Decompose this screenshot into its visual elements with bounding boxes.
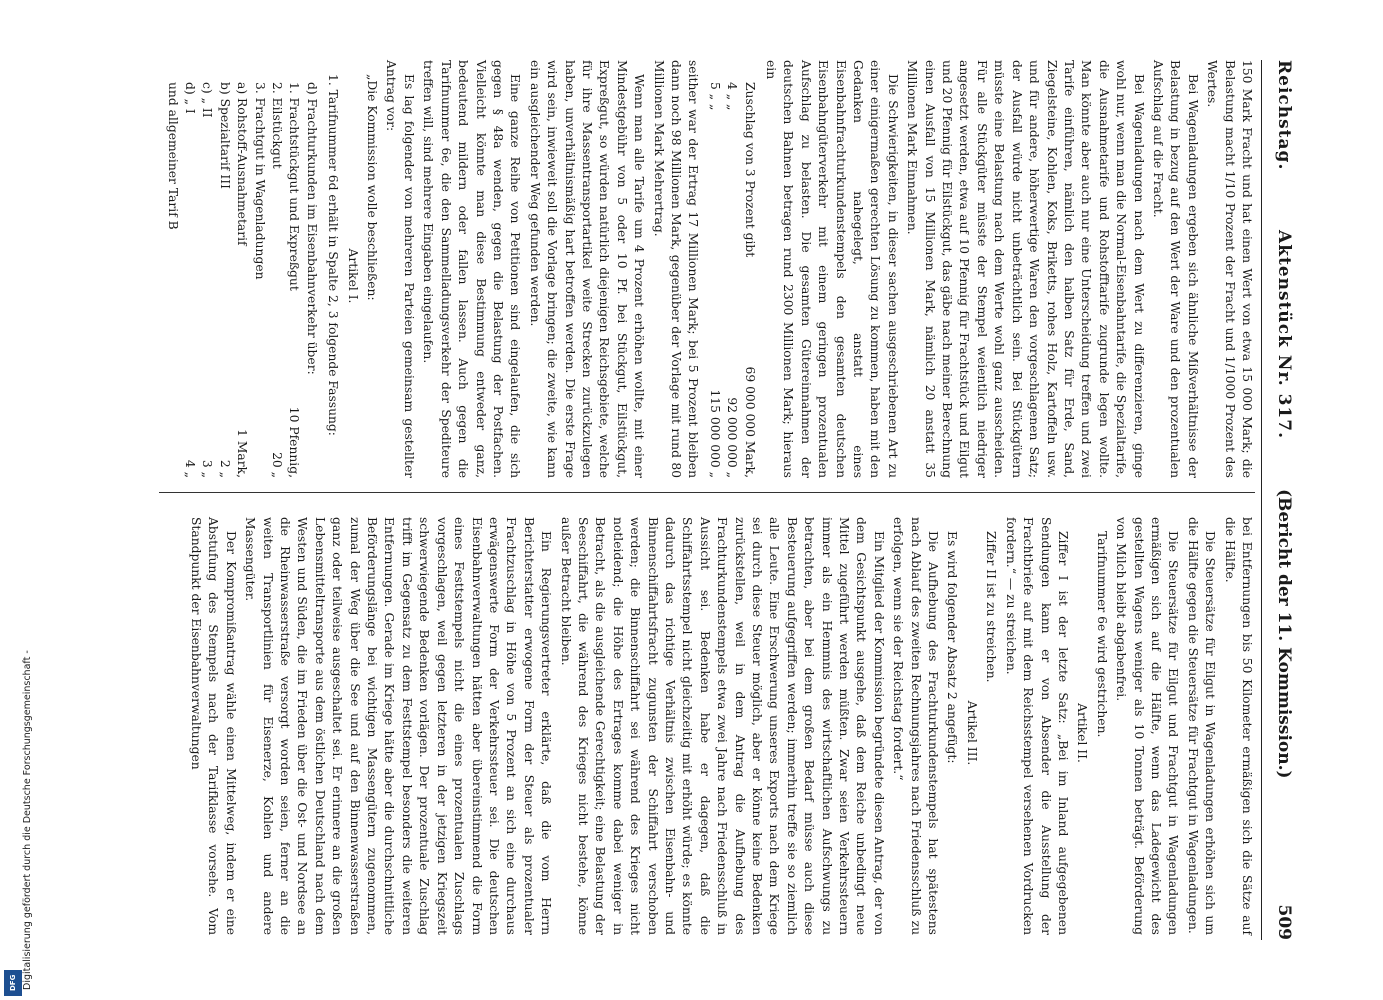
page-header — [1261, 60, 1292, 940]
table-row: 4 „ „ 92 000 000 „ — [725, 82, 740, 478]
paragraph: Die Schwierigkeiten, in dieser sachen ausgeschriebenen Art zu einer einigermaßen gerechten Lösung zu kommen, haben mit den Gedanken nahegelegt, anstatt eines Eisenbahnfrachturkundenstempels den gesamten deutschen Eisenbahngüterverkehr mit einem geringen prozentualen Aufschlag zu belasten. Die gesamten Gütereinnahmen der deutschen Bahnen betragen rund 2300 Millionen Mark; hieraus ein — [764, 60, 900, 478]
table-row: c) „ II 3 „ — [200, 82, 215, 478]
paragraph: Ziffer I ist der letzte Satz: „Bei im Inland aufgegebenen Sendungen kann er von Absender die Ausstellung der Frachtbriefe auf mit dem Reichsstempel versehenen Vordrucken fordern.“ — zu streichen. — [1003, 517, 1070, 935]
header-right — [1275, 489, 1292, 940]
right-column — [159, 517, 1255, 935]
header-bracket: (Bericht der 11. Kommission.) — [1274, 488, 1294, 779]
page-number: 509 — [1274, 904, 1294, 940]
table-row: Zuschlag von 3 Prozent gibt 69 000 000 Mark, — [742, 82, 757, 478]
table-row: d) Frachturkunden im Eisenbahnverkehr über: — [304, 82, 319, 375]
table-row: und allgemeiner Tarif B — [165, 82, 180, 230]
table-row: b) Spezialtarif III 2 „ — [217, 82, 232, 478]
article-heading: Artikel I. — [345, 248, 360, 304]
table-row: a) Rohstoff-Ausnahmetarif 1 Mark, — [235, 82, 250, 478]
table-row: 3. Frachtgut in Wagenladungen — [252, 82, 267, 280]
table-row: d) „ I 4 „ — [183, 82, 198, 478]
credit-text: Digitalisierung gefördert durch die Deutsche Forschungsgemeinschaft - — [22, 650, 33, 990]
percentage-table — [705, 82, 757, 478]
table-row: 5 „ „ 115 000 000 „ — [707, 82, 722, 478]
paragraph: bei Entfernungen bis 50 Kilometer ermäßigen sich die Sätze auf die Hälfte. — [1222, 517, 1254, 935]
paragraph: 150 Mark Fracht und hat einen Wert von etwa 15 000 Mark; die Belastung macht 1/10 Prozent der Fracht und 1/1000 Prozent des Wertes. — [1205, 60, 1254, 478]
header-left: Reichstag. — [1274, 60, 1294, 171]
paragraph: Die Steuersätze für Eilgut in Wagenladungen erhöhen sich um die Hälfte gegen die Steuersätze für Frachtgut in Wagenladungen. — [1185, 517, 1218, 935]
digitization-credit — [8, 590, 33, 990]
columns — [159, 60, 1255, 940]
paragraph: Der Kompromißantrag wähle einen Mittelweg, indem er eine Abstufung des Stempels nach der Tarifklasse vorsehe. Vom Standpunkt der Eisenbahnverwaltungen — [189, 517, 238, 935]
paragraph: Die Steuersätze für Eilgut und Frachtgut in Wagenladungen ermäßigen sich auf die Hälfte, wenn das Ladegewicht des gestellten Wagens weniger als 10 Tonnen beträgt. Beförderung von Milch bleibt abgabenfrei. — [1114, 517, 1181, 935]
paragraph: Es wird folgender Absatz 2 angefügt: — [945, 531, 960, 764]
paragraph: Bei Wagenladungen ergeben sich ähnliche Mißverhältnisse der Belastung in bezug auf den Wert der Ware und den prozentualen Aufschlag auf die Fracht. — [1150, 60, 1200, 478]
header-center: Aktenstück Nr. 317. — [1274, 230, 1294, 440]
table-row: 2. Eilstückgut 20 „ — [270, 82, 285, 478]
paragraph: 1. Tarifnummer 6d erhält in Spalte 2, 3 folgende Fassung: — [326, 74, 341, 436]
paragraph: „Die Kommission wolle beschließen: — [365, 74, 380, 301]
paragraph: Wenn man alle Tarife um 4 Prozent erhöhen wollte, mit einer Mindestgebühr von 5 oder 10 Pf. bei Stückgut, Eilstückgut, Expreßgut, so würden natürlich diejenigen Reichsgebiete, welche für ihre Massentransportartikel weite Strecken zurückzulegen haben, unverhältnismäßig hart betroffen werden. Die erste Frage wird sein, inwieweit soll die Vorlage bringen; die zweite, wie kann ein ausgleichender Weg gefunden werden. — [527, 60, 647, 478]
left-column — [159, 60, 1255, 493]
paragraph: Tarifnummer 6e wird gestrichen. — [1094, 531, 1109, 738]
article-heading: Artikel III. — [964, 700, 979, 766]
table-row: 1. Frachtstückgut und Expreßgut 10 Pfennig, — [287, 82, 302, 478]
article-heading: Artikel II. — [1075, 703, 1090, 763]
paragraph: Ziffer II ist zu streichen. — [984, 531, 999, 683]
paragraph: Eine ganze Reihe von Petitionen sind eingelaufen, die sich gegen § 48a wenden, gegen die Belastung der Postfachen. Vielleicht könnte man diese Bestimmung entweder ganz, bedeutend mildern oder fallen lassen. Auch gegen die Tarifnummer 6e, die den Sammelladungsverkehr der Spediteure treffen will, sind mehrere Eingaben eingelaufen. — [421, 60, 523, 478]
dfg-logo: DFG — [4, 970, 22, 996]
paragraph: Bei Wagenladungen nach dem Wert zu differenzieren, ginge wohl nur, wenn man die Normal-Eisenbahntarife, die Spezialtarife, die Ausnahmetarife und Rohstofftarife zugrunde legen wollte. Man könnte aber auch nur eine Unterscheidung treffen und zwei Tarife einführen, nämlich den halben Satz für Erde, Sand, Ziegelsteine, Kohlen, Koks, Briketts, rohes Holz, Kartoffeln usw. und für andere, höherwertige Waren den vorgeschlagenen Satz; der Ausfall würde nicht unbeträchtlich sein. Bei Stückgütern müsste eine Belastung nach dem Werte wohl ganz ausscheiden. Für alle Stückgüter müsste der Stempel weientlich niedriger angesetzt werden, etwa auf 10 Pfennig für Frachtstück und Eilgut und 20 Pfennig für Eilstückgut, das gäbe nach meiner Berechnung einen Ausfall von 15 Millionen Mark, nämlich 20 anstatt 35 Millionen Mark Einnahmen. — [905, 60, 1146, 478]
paragraph: Die Aufhebung des Frachturkundenstempels hat spätestens nach Ablauf des zweiten Rechnungsjahres nach Friedensschluß zu erfolgen, wenn sie der Reichstag fordert.“ — [891, 517, 941, 935]
tariff-table — [163, 82, 320, 478]
paragraph: Ein Regierungsvertreter erklärte, daß die vom Herrn Berichterstatter erwogene Form der Steuer als prozentualer Frachtzuschlag in Höhe von 5 Prozent an sich eine durchaus erwägenswerte Form der Verkehrssteuer sei. Die deutschen Eisenbahnverwaltungen hätten aber übereinstimmend die Form eines Festtstempels nicht die eines prozentualen Zuschlags vorgeschlagen, weil gegen letzteren in der jetzigen Kriegszeit schwerwiegende Bedenken vorlägen. Der prozentuale Zuschlag trifft im Gegensatz zu dem Festtstempel besonders die weiteren Entfernungen. Gerade im Kriege hätte aber die durchschnittliche Beförderungslänge bei wichtigen Massengütern zugenommen, zumal der Weg über die See und auf den Binnenwasserstraßen ganz oder teilweise ausgeschaltet sei. Er erinnere an die großen Lebensmitteltransporte aus dem östlichen Deutschland nach dem Westen und Süden, die im Frieden über die Ost- und Nordsee an die Rheinwasserstraße versorgt worden seien, ferner an die weiten Transportlinien für Eisenerze, Kohlen und andere Massengüter. — [243, 517, 554, 935]
paragraph: seither war der Ertrag 17 Millionen Mark; bei 5 Prozent bleiben dann noch 98 Millionen Mark, gegenüber der Vorlage mit rund 80 Millionen Mark Mehrertrag. — [651, 60, 701, 478]
paragraph: Es lag folgender von mehreren Parteien gemeinsam gestellter Antrag vor: — [384, 60, 416, 478]
paragraph: Ein Mitglied der Kommission begründete diesen Antrag, der von dem Gesichtspunkt ausgehe, daß dem Reiche unbedingt neue Mittel zugeführt werden müßten. Zwar seien Verkehrssteuern immer als ein Hemmnis des wirtschaftlichen Aufschwungs zu betrachten, aber bei dem großen Bedarf müsse auch diese Besteuerung aufgegriffen werden; immerhin treffe sie so ziemlich alle Leute. Eine Erschwerung unseres Exports nach dem Kriege sei durch diese Steuer möglich, aber er könne keine Bedenken zurückstellen, weil in dem Antrag die Aufhebung des Frachturkundenstempels etwa zwei Jahre nach Friedensschluß in Aussicht sei. Bedenken habe er dagegen, daß die Schiffahrtsstempel nicht gleichzeitig mit erhöht würde; es könnte dadurch das richtige Verhältnis zwischen Eisenbahn- und Binnenschiffahrtsfracht zugunsten der Schiffahrt verschoben werden; die Binnenschiffahrt sei während des Krieges nicht notleidend; die Höhe des Ertrages komme dabei weniger in Betracht, als die ausgleichende Gerechtigkeit; eine Belastung der Seeschiffahrt, die während des Krieges nicht bestehe, könne außer Betracht bleiben. — [558, 517, 886, 935]
